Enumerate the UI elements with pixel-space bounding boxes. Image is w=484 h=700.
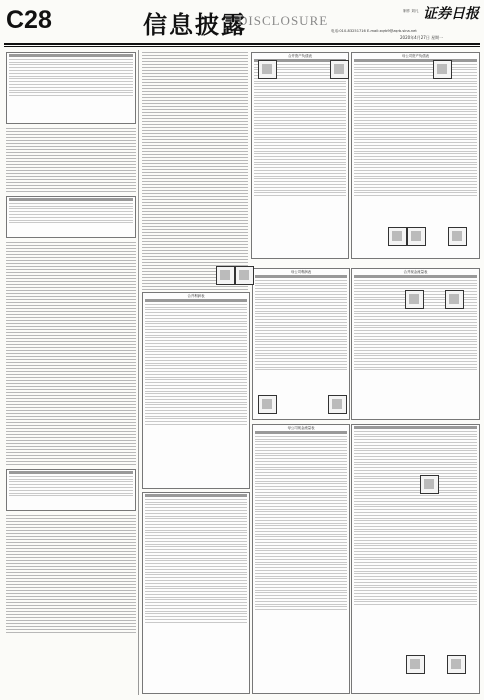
page-header [0,0,484,44]
table-title: 母公司现金流量表 [287,426,315,430]
company-seal-image [447,655,466,674]
table-block [6,52,136,124]
company-seal-image [328,395,347,414]
editor-credit: 制作 刘凡 [403,9,419,13]
newspaper-masthead-logo: 证券日报 [423,6,479,22]
company-seal-image [448,227,467,246]
table-title: 合并现金流量表 [403,270,428,274]
company-seal-image [258,395,277,414]
company-seal-image [235,266,254,285]
company-seal-image [405,290,424,309]
table-title: 母公司利润表 [290,270,312,274]
company-seal-image [406,655,425,674]
section-title-en: DISCLOSURE [238,13,329,28]
page-number: C28 [6,6,52,34]
financial-table-6 [142,492,250,694]
table-block [6,469,136,511]
table-title: 合并资产负债表 [288,54,312,58]
financial-table-8 [351,424,480,694]
body-text [142,52,248,296]
contact-info: 电话:010-83251716 E-mail:zqrb9@zqrb.sina.net [331,29,417,33]
company-seal-image [433,60,452,79]
issue-date: 2020年4月27日 星期一 [400,35,444,40]
company-seal-image [388,227,407,246]
header-rule [4,43,480,45]
text-column-2 [142,52,248,296]
financial-table-3 [142,292,250,489]
column-separator [138,50,139,695]
body-text [6,242,136,465]
body-text [6,515,136,633]
company-seal-image [445,290,464,309]
company-seal-image [216,266,235,285]
table-title: 母公司资产负债表 [401,54,430,58]
table-title: 合并利润表 [187,294,205,298]
text-column-1 [6,52,136,633]
table-block [6,196,136,238]
financial-table-7 [252,424,350,694]
company-seal-image [258,60,277,79]
company-seal-image [330,60,349,79]
company-seal-image [420,475,439,494]
body-text [6,128,136,192]
company-seal-image [407,227,426,246]
financial-table-1 [251,52,349,259]
header-rule-thin [4,46,480,47]
section-title-cn: 信息披露 [143,10,247,39]
